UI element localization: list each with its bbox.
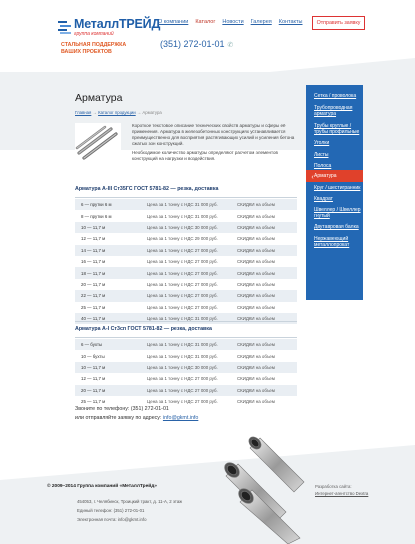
price-cell: Цена за 1 тонну с НДС 31 000 руб. [141, 339, 231, 350]
discount-cell: СКИДКИ на объем [237, 213, 275, 219]
section-title-a1: Арматура А-I Ст3сп ГОСТ 5781-82 — резка, доставка [75, 326, 212, 332]
discount-cell: СКИДКИ на объем [237, 281, 275, 287]
discount-cell: СКИДКИ на объем [237, 399, 275, 405]
price-cell: Цена за 1 тонну с НДС 31 000 руб. [147, 213, 218, 219]
price-cell: Цена за 1 тонну с НДС 27 000 руб. [141, 290, 231, 301]
sidebar-item-square[interactable]: Квадрат [314, 196, 333, 202]
price-cell: Цена за 1 тонну с НДС 30 000 руб. [141, 222, 231, 233]
sidebar-item-pipes[interactable]: Трубы круглые / трубы профильные [314, 123, 360, 135]
discount-cell: СКИДКИ на объем [231, 339, 297, 350]
nav-gallery[interactable]: Галерея [250, 19, 272, 25]
discount-cell: СКИДКИ на объем [231, 199, 297, 210]
price-row [75, 302, 297, 313]
logo-name[interactable]: МеталлТРЕЙД [74, 17, 161, 31]
rebar-product-image [75, 123, 121, 163]
price-table-a1 [75, 339, 297, 407]
discount-cell: СКИДКИ на объем [237, 376, 275, 382]
steel-pipes-image [200, 430, 310, 544]
rebar-size-cell: 18 — 11,7 м [75, 267, 141, 278]
logo-mark-icon[interactable] [58, 21, 71, 34]
discount-cell: СКИДКИ на объем [237, 236, 275, 242]
rebar-size-cell: 10 — 11,7 м [75, 362, 141, 373]
discount-cell: СКИДКИ на объем [231, 362, 297, 373]
section-divider [75, 197, 297, 198]
price-table-a3 [75, 199, 297, 324]
price-row [75, 279, 297, 290]
rebar-size-cell: 22 — 11,7 м [75, 290, 141, 301]
price-row [75, 199, 297, 210]
contact-email-line [75, 414, 198, 423]
rebar-size-cell: 12 — 11,7 м [81, 236, 106, 242]
rebar-size-cell: 25 — 11,7 м [81, 304, 106, 310]
sidebar-item-rebar[interactable]: Арматура [314, 173, 337, 179]
developer-credit [315, 483, 368, 497]
phone-handset-icon: ✆ [227, 42, 234, 49]
sidebar-item-channel[interactable]: Швеллер / Швеллер гнутый [314, 207, 361, 219]
rebar-size-cell: 10 — бухты [81, 353, 105, 359]
developer-link[interactable]: Интернет-агентство Dextra [315, 491, 369, 496]
tagline [61, 42, 126, 56]
price-cell: Цена за 1 тонну с НДС 30 000 руб. [141, 362, 231, 373]
sidebar-item-pipe-fittings[interactable]: Трубопроводная арматура [314, 105, 353, 117]
sidebar-item-sheets[interactable]: Листы [314, 152, 329, 158]
discount-cell: СКИДКИ на объем [237, 304, 275, 310]
price-cell: Цена за 1 тонну с НДС 27 000 руб. [147, 304, 218, 310]
discount-cell: СКИДКИ на объем [231, 222, 297, 233]
price-row [75, 313, 297, 324]
site-header [0, 0, 415, 78]
nav-catalog[interactable]: Каталог [195, 19, 216, 25]
sidebar-item-strip[interactable]: Полоса [314, 163, 332, 169]
rebar-size-cell: 8 — прутки 6 м [81, 213, 112, 219]
breadcrumb-current: Арматура [142, 110, 162, 115]
price-cell: Цена за 1 тонну с НДС 29 000 руб. [147, 236, 218, 242]
sidebar-item-round-hex[interactable]: Круг / шестигранник [314, 185, 361, 191]
price-row [75, 350, 297, 361]
discount-cell: СКИДКИ на объем [231, 245, 297, 256]
price-cell: Цена за 1 тонну с НДС 27 000 руб. [147, 259, 218, 265]
price-row [75, 362, 297, 373]
contact-phone-line: Звоните по телефону: (351) 272-01-01 [75, 406, 169, 412]
breadcrumb-separator: → [136, 110, 143, 115]
footer-phone: Единый телефон: (351) 272-01-01 [77, 508, 145, 513]
price-cell: Цена за 1 тонну с НДС 27 000 руб. [141, 267, 231, 278]
nav-news[interactable]: Новости [222, 19, 244, 25]
header-phone-number: (351) 272-01-01 [160, 39, 225, 49]
price-row [75, 222, 297, 233]
page-title: Арматура [75, 92, 123, 104]
price-row [75, 256, 297, 267]
rebar-size-cell: 20 — 11,7 м [75, 385, 141, 396]
footer-address: 454053, г. Челябинск, Троицкий тракт, д. 11-А, 2 этаж [77, 499, 183, 504]
discount-cell: СКИДКИ на объем [231, 290, 297, 301]
sidebar-active-arrow-icon: ‹ [311, 174, 314, 181]
price-cell: Цена за 1 тонну с НДС 31 000 руб. [141, 199, 231, 210]
nav-contacts[interactable]: Контакты [278, 19, 303, 25]
discount-cell: СКИДКИ на объем [231, 313, 297, 324]
sidebar-item-mesh[interactable]: Сетка / проволока [314, 93, 357, 99]
price-cell: Цена за 1 тонну с НДС 27 000 руб. [147, 281, 218, 287]
breadcrumb [75, 110, 162, 115]
nav-about[interactable]: О компании [158, 19, 189, 25]
contact-email-link[interactable]: info@gkmt.info [162, 415, 199, 421]
description-paragraph: Необходимое количество арматуры определяют расчетом элементов конструкций на нагрузки и воздействия. [132, 150, 278, 161]
sidebar-item-i-beam[interactable]: Двутавровая балка [314, 224, 359, 230]
contact-block [75, 405, 198, 423]
price-cell: Цена за 1 тонну с НДС 31 000 руб. [147, 353, 218, 359]
price-row [75, 210, 297, 221]
section-divider [75, 337, 297, 338]
tagline-line2: ВАШИХ ПРОЕКТОВ [61, 49, 112, 55]
sidebar-item-angles[interactable]: Уголки [314, 140, 330, 146]
rebar-size-cell: 20 — 11,7 м [81, 281, 106, 287]
price-row [75, 373, 297, 384]
rebar-size-cell: 25 — 11,7 м [81, 399, 106, 405]
rebar-size-cell: 12 — 11,7 м [81, 376, 106, 382]
price-row [75, 245, 297, 256]
rebar-size-cell: 14 — 11,7 м [75, 245, 141, 256]
catalog-sidebar [306, 85, 363, 300]
contact-email-prefix: или отправляйте заявку по адресу: [75, 415, 162, 421]
header-phone [160, 39, 233, 49]
price-cell: Цена за 1 тонну с НДС 27 000 руб. [141, 385, 231, 396]
tagline-line1: СТАЛЬНАЯ ПОДДЕРЖКА [61, 42, 127, 48]
rebar-size-cell: 16 — 11,7 м [81, 259, 106, 265]
description-paragraph: Короткое текстовое описание технических свойств арматуры и сферы её применения. Арматура в железобетонных конструкциях устанавливается преимущественно для восприятия растягивающих усилий и усиления бетона сжатых зон конструкций. [132, 123, 295, 146]
rebar-size-cell: 6 — прутки 6 м [75, 199, 141, 210]
rebar-size-cell: 10 — 11,7 м [75, 222, 141, 233]
rebar-size-cell: 6 — бухты [75, 339, 141, 350]
breadcrumb-catalog[interactable]: Каталог продукции [98, 110, 136, 115]
section-divider [75, 321, 297, 322]
sidebar-item-stainless[interactable]: Нержавеющий металлопрокат [314, 236, 350, 248]
price-cell: Цена за 1 тонну с НДС 27 000 руб. [141, 245, 231, 256]
rebar-size-cell: 40 — 11,7 м [75, 313, 141, 324]
price-row [75, 385, 297, 396]
footer-copyright: © 2009–2014 Группа компаний «МеталлТрейд» [47, 484, 157, 489]
developer-label: Разработка сайта: [315, 484, 352, 489]
main-nav [158, 19, 310, 25]
price-row [75, 267, 297, 278]
product-description [132, 123, 298, 165]
discount-cell: СКИДКИ на объем [231, 267, 297, 278]
price-cell: Цена за 1 тонну с НДС 27 000 руб. [147, 376, 218, 382]
price-cell: Цена за 1 тонну с НДС 31 000 руб. [141, 313, 231, 324]
discount-cell: СКИДКИ на объем [237, 353, 275, 359]
breadcrumb-home[interactable]: Главная [75, 110, 92, 115]
price-row [75, 339, 297, 350]
send-request-button[interactable]: Отправить заявку [312, 16, 365, 30]
discount-cell: СКИДКИ на объем [237, 259, 275, 265]
footer-contacts [77, 497, 182, 524]
section-title-a3: Арматура А-III Ст35ГС ГОСТ 5781-82 — резка, доставка [75, 186, 219, 192]
breadcrumb-separator: → [92, 110, 99, 115]
footer-email: Электронная почта: info@gkmt.info [77, 517, 147, 522]
logo-subtitle: группа компаний [74, 31, 114, 37]
price-row [75, 290, 297, 301]
price-cell: Цена за 1 тонну с НДС 27 000 руб. [147, 399, 218, 405]
price-row [75, 233, 297, 244]
discount-cell: СКИДКИ на объем [231, 385, 297, 396]
